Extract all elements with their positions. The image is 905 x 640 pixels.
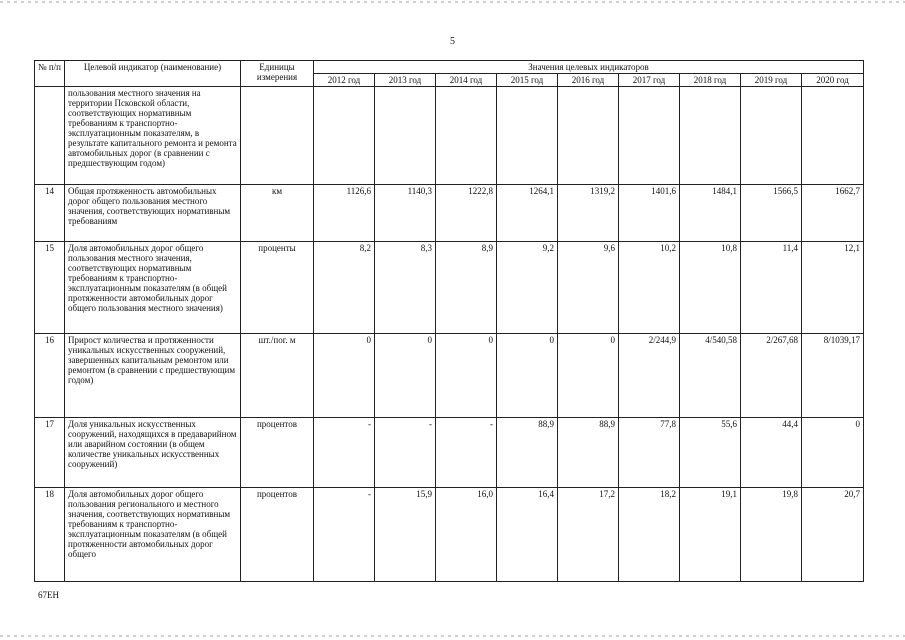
- row-value: 9,6: [558, 242, 619, 334]
- row-value: 1126,6: [314, 185, 375, 242]
- header-indicator: Целевой индикатор (наименование): [65, 61, 241, 87]
- row-unit: процентов: [241, 488, 314, 582]
- target-indicators-table: [34, 60, 864, 582]
- row-value: 88,9: [497, 418, 558, 488]
- row-value: 4/540,58: [680, 334, 741, 418]
- row-value: 19,1: [680, 488, 741, 582]
- row-value: 8,2: [314, 242, 375, 334]
- row-value: [314, 87, 375, 185]
- row-indicator: Доля уникальных искусственных сооружений, находящихся в предаварийном или аварийном состоянии (в общем количестве уникальных искусственных сооружений): [65, 418, 241, 488]
- row-num: 14: [35, 185, 65, 242]
- row-num: 17: [35, 418, 65, 488]
- row-value: 9,2: [497, 242, 558, 334]
- table-row: [35, 418, 864, 488]
- row-value: 0: [497, 334, 558, 418]
- row-unit: [241, 87, 314, 185]
- row-value: [497, 87, 558, 185]
- row-num: 16: [35, 334, 65, 418]
- header-values-group: Значения целевых индикаторов: [314, 61, 864, 74]
- row-num: [35, 87, 65, 185]
- header-year: 2014 год: [436, 74, 497, 87]
- row-value: [375, 87, 436, 185]
- row-value: 8,9: [436, 242, 497, 334]
- row-value: 1662,7: [802, 185, 864, 242]
- document-code: 67ЕН: [38, 590, 59, 600]
- row-value: 1319,2: [558, 185, 619, 242]
- row-value: 1566,5: [741, 185, 802, 242]
- row-value: 77,8: [619, 418, 680, 488]
- scan-edge-top: [0, 1, 905, 3]
- row-indicator: Доля автомобильных дорог общего пользования местного значения, соответствующих нормативным требованиям к транспортно-эксплуатационным показателям (в общей протяженности автомобильных дорог общего пользования местного значения): [65, 242, 241, 334]
- row-value: 16,4: [497, 488, 558, 582]
- row-value: 10,2: [619, 242, 680, 334]
- row-value: 2/244,9: [619, 334, 680, 418]
- row-value: 20,7: [802, 488, 864, 582]
- row-value: 12,1: [802, 242, 864, 334]
- row-value: 1264,1: [497, 185, 558, 242]
- row-unit: процентов: [241, 418, 314, 488]
- header-num: № п/п: [35, 61, 65, 87]
- row-num: 15: [35, 242, 65, 334]
- row-value: 0: [558, 334, 619, 418]
- row-value: 0: [375, 334, 436, 418]
- row-value: -: [436, 418, 497, 488]
- row-indicator: Общая протяженность автомобильных дорог общего пользования местного значения, соответствующих нормативным требованиям: [65, 185, 241, 242]
- row-value: 10,8: [680, 242, 741, 334]
- row-unit: км: [241, 185, 314, 242]
- header-year: 2015 год: [497, 74, 558, 87]
- row-indicator: пользования местного значения на территории Псковской области, соответствующих нормативным требованиям к транспортно-эксплуатационным показателям, в результате капитального ремонта и ремонта автомобильных дорог (в сравнении с предшествующим годом): [65, 87, 241, 185]
- table-row: [35, 488, 864, 582]
- row-value: 88,9: [558, 418, 619, 488]
- table-row: [35, 334, 864, 418]
- row-value: -: [314, 418, 375, 488]
- row-unit: проценты: [241, 242, 314, 334]
- row-indicator: Прирост количества и протяженности уникальных искусственных сооружений, завершенных капитальным ремонтом или ремонтом (в сравнении с предшествующим годом): [65, 334, 241, 418]
- row-value: [680, 87, 741, 185]
- row-value: 1222,8: [436, 185, 497, 242]
- header-year: 2013 год: [375, 74, 436, 87]
- row-value: [802, 87, 864, 185]
- row-value: [619, 87, 680, 185]
- row-value: 8,3: [375, 242, 436, 334]
- table-row: [35, 185, 864, 242]
- row-unit: шт./пог. м: [241, 334, 314, 418]
- row-num: 18: [35, 488, 65, 582]
- row-value: 55,6: [680, 418, 741, 488]
- header-year: 2020 год: [802, 74, 864, 87]
- row-value: [741, 87, 802, 185]
- row-value: 1484,1: [680, 185, 741, 242]
- row-value: 16,0: [436, 488, 497, 582]
- header-year: 2019 год: [741, 74, 802, 87]
- table-row: [35, 87, 864, 185]
- row-value: 0: [436, 334, 497, 418]
- row-value: [558, 87, 619, 185]
- row-value: 11,4: [741, 242, 802, 334]
- scan-edge-bottom: [0, 635, 905, 637]
- page-number: 5: [450, 36, 455, 47]
- header-year: 2017 год: [619, 74, 680, 87]
- row-value: -: [375, 418, 436, 488]
- table-row: [35, 242, 864, 334]
- row-indicator: Доля автомобильных дорог общего пользования регионального и местного значения, соответствующих нормативным требованиям к транспортно-эксплуатационным показателям (в общей протяженности автомобильных дорог общего: [65, 488, 241, 582]
- header-year: 2018 год: [680, 74, 741, 87]
- row-value: 18,2: [619, 488, 680, 582]
- row-value: 15,9: [375, 488, 436, 582]
- row-value: 0: [802, 418, 864, 488]
- row-value: 1140,3: [375, 185, 436, 242]
- row-value: -: [314, 488, 375, 582]
- row-value: 8/1039,17: [802, 334, 864, 418]
- row-value: 2/267,68: [741, 334, 802, 418]
- row-value: 19,8: [741, 488, 802, 582]
- row-value: 0: [314, 334, 375, 418]
- header-year: 2016 год: [558, 74, 619, 87]
- row-value: 1401,6: [619, 185, 680, 242]
- header-year: 2012 год: [314, 74, 375, 87]
- row-value: 17,2: [558, 488, 619, 582]
- header-units: Единицы измерения: [241, 61, 314, 87]
- row-value: 44,4: [741, 418, 802, 488]
- row-value: [436, 87, 497, 185]
